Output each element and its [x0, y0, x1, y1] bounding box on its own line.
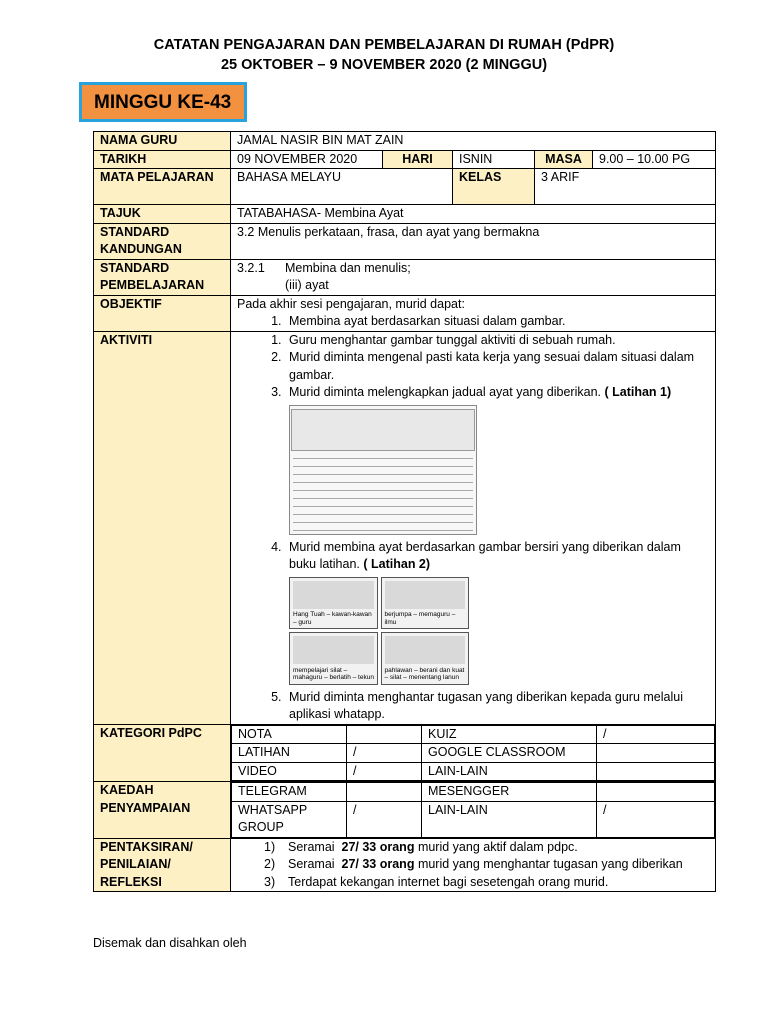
value-tarikh: 09 NOVEMBER 2020 — [231, 150, 383, 169]
kategori-video-mark: / — [347, 762, 422, 781]
week-badge-label: MINGGU KE-43 — [94, 92, 232, 113]
label-mata-pelajaran: MATA PELAJARAN — [94, 169, 231, 205]
value-standard-kandungan: 3.2 Menulis perkataan, frasa, dan ayat yang bermakna — [231, 223, 716, 259]
worksheet-illustration — [291, 409, 475, 451]
aktiviti-list — [237, 332, 709, 724]
aktiviti-item-5: 5. Murid diminta menghantar tugasan yang diberikan kepada guru melalui aplikasi whatapp. — [285, 689, 709, 724]
row-tajuk — [94, 205, 716, 224]
kategori-latihan: LATIHAN — [232, 744, 347, 763]
label-standard-pembelajaran-line1: STANDARD — [100, 260, 170, 275]
aktiviti-item-3-text: Murid diminta melengkapkan jadual ayat yang diberikan. — [289, 385, 601, 399]
row-objektif — [94, 295, 716, 331]
pentaksiran-item-1: 1) Seramai 27/ 33 orang murid yang aktif dalam pdpc. — [264, 839, 578, 854]
row-pentaksiran — [94, 838, 716, 892]
label-standard-kandungan-line2: KANDUNGAN — [100, 242, 182, 256]
label-masa: MASA — [535, 150, 593, 169]
value-objektif — [231, 295, 716, 331]
row-nama-guru — [94, 132, 716, 151]
document-title: CATATAN PENGAJARAN DAN PEMBELAJARAN DI RUMAH (PdPR) — [153, 37, 615, 53]
comic-panel — [289, 632, 378, 685]
kaedah-whatsapp-mark: / — [347, 801, 422, 837]
value-masa: 9.00 – 10.00 PG — [593, 150, 716, 169]
label-aktiviti: AKTIVITI — [94, 331, 231, 724]
latihan-1-worksheet-image — [289, 405, 477, 535]
pentaksiran-list — [237, 839, 709, 892]
comic-panel — [289, 577, 378, 630]
kategori-google-classroom-mark — [597, 744, 715, 763]
kaedah-telegram: TELEGRAM — [232, 783, 347, 802]
value-pentaksiran — [231, 838, 716, 892]
kategori-lain-lain: LAIN-LAIN — [422, 762, 597, 781]
kategori-video: VIDEO — [232, 762, 347, 781]
objektif-item: 1. Membina ayat berdasarkan situasi dalam gambar. — [285, 313, 709, 331]
document-date-range: 25 OKTOBER – 9 NOVEMBER 2020 (2 MINGGU) — [220, 57, 548, 73]
label-kaedah — [94, 782, 231, 839]
pentaksiran-count-2: 27/ 33 orang — [341, 857, 415, 871]
objektif-list — [237, 313, 709, 331]
footer-note: Disemak dan disahkan oleh — [93, 936, 247, 950]
label-pentaksiran-line1: PENTAKSIRAN/ — [100, 839, 193, 854]
aktiviti-item-4-ref: ( Latihan 2) — [363, 557, 431, 571]
value-hari: ISNIN — [453, 150, 535, 169]
label-kaedah-line2: PENYAMPAIAN — [100, 800, 191, 815]
aktiviti-item-1: 1. Guru menghantar gambar tunggal aktiviti di sebuah rumah. — [285, 332, 709, 350]
label-standard-kandungan — [94, 223, 231, 259]
label-standard-pembelajaran-line2: PEMBELAJARAN — [100, 278, 205, 292]
label-kelas: KELAS — [453, 169, 535, 205]
label-kaedah-line1: KAEDAH — [100, 783, 154, 797]
row-mata-pelajaran — [94, 169, 716, 205]
value-nama-guru: JAMAL NASIR BIN MAT ZAIN — [231, 132, 716, 151]
comic-caption-2: berjumpa – memaguru – ilmu — [384, 611, 456, 626]
lesson-record-table — [93, 131, 716, 892]
kategori-nota-mark — [347, 725, 422, 744]
aktiviti-item-4-text: Murid membina ayat berdasarkan gambar bersiri yang diberikan dalam buku latihan. — [289, 539, 681, 571]
value-standard-pembelajaran — [231, 259, 716, 295]
kaedah-mesengger: MESENGGER — [422, 783, 597, 802]
kaedah-mesengger-mark — [597, 783, 715, 802]
kategori-google-classroom: GOOGLE CLASSROOM — [422, 744, 597, 763]
kategori-grid — [231, 725, 715, 782]
row-aktiviti — [94, 331, 716, 724]
latihan-2-comic-strip — [289, 577, 469, 685]
kaedah-whatsapp: WHATSAPP GROUP — [232, 801, 347, 837]
row-standard-kandungan — [94, 223, 716, 259]
label-nama-guru: NAMA GURU — [94, 132, 231, 151]
kaedah-telegram-mark — [347, 783, 422, 802]
kaedah-grid — [231, 782, 715, 838]
comic-panel — [381, 577, 470, 630]
value-tajuk: TATABAHASA- Membina Ayat — [231, 205, 716, 224]
row-standard-pembelajaran — [94, 259, 716, 295]
label-standard-kandungan-line1: STANDARD — [100, 224, 170, 239]
kategori-latihan-mark: / — [347, 744, 422, 763]
label-hari: HARI — [383, 150, 453, 169]
comic-caption-3: mempelajari silat – mahaguru – berlatih – tekun — [293, 666, 374, 681]
objektif-intro: Pada akhir sesi pengajaran, murid dapat: — [237, 296, 465, 311]
comic-caption-4: pahlawan – berani dan kuat – silat – menentang lanun — [384, 666, 465, 681]
kaedah-lain-lain: LAIN-LAIN — [422, 801, 597, 837]
comic-panel — [381, 632, 470, 685]
label-tarikh: TARIKH — [94, 150, 231, 169]
value-mata-pelajaran: BAHASA MELAYU — [231, 169, 453, 205]
comic-caption-1: Hang Tuah – kawan-kawan – guru — [293, 611, 372, 626]
label-objektif: OBJEKTIF — [94, 295, 231, 331]
row-kategori — [94, 724, 716, 782]
pentaksiran-item-2: 2) Seramai 27/ 33 orang murid yang menghantar tugasan yang diberikan — [264, 857, 683, 871]
week-badge — [79, 82, 247, 122]
kategori-kuiz-mark: / — [597, 725, 715, 744]
row-kaedah — [94, 782, 716, 839]
value-aktiviti — [231, 331, 716, 724]
label-pentaksiran — [94, 838, 231, 892]
label-kategori: KATEGORI PdPC — [94, 724, 231, 782]
kaedah-lain-lain-mark: / — [597, 801, 715, 837]
kategori-kuiz: KUIZ — [422, 725, 597, 744]
value-kelas: 3 ARIF — [535, 169, 716, 205]
aktiviti-item-2: 2. Murid diminta mengenal pasti kata kerja yang sesuai dalam situasi dalam gambar. — [285, 349, 709, 384]
kategori-lain-lain-mark — [597, 762, 715, 781]
label-pentaksiran-line3: REFLEKSI — [100, 874, 162, 889]
label-standard-pembelajaran — [94, 259, 231, 295]
aktiviti-item-3 — [285, 384, 709, 539]
sp-line2: (iii) ayat — [285, 278, 329, 292]
pentaksiran-count-1: 27/ 33 orang — [341, 839, 415, 854]
label-pentaksiran-line2: PENILAIAN/ — [100, 857, 171, 871]
label-tajuk: TAJUK — [94, 205, 231, 224]
row-tarikh — [94, 150, 716, 169]
sp-line1: Membina dan menulis; — [285, 260, 411, 275]
aktiviti-item-4 — [285, 539, 709, 689]
pentaksiran-item-3: 3) Terdapat kekangan internet bagi sesetengah orang murid. — [264, 874, 609, 889]
sp-code: 3.2.1 — [237, 260, 265, 275]
aktiviti-item-3-ref: ( Latihan 1) — [604, 385, 672, 399]
kategori-nota: NOTA — [232, 725, 347, 744]
